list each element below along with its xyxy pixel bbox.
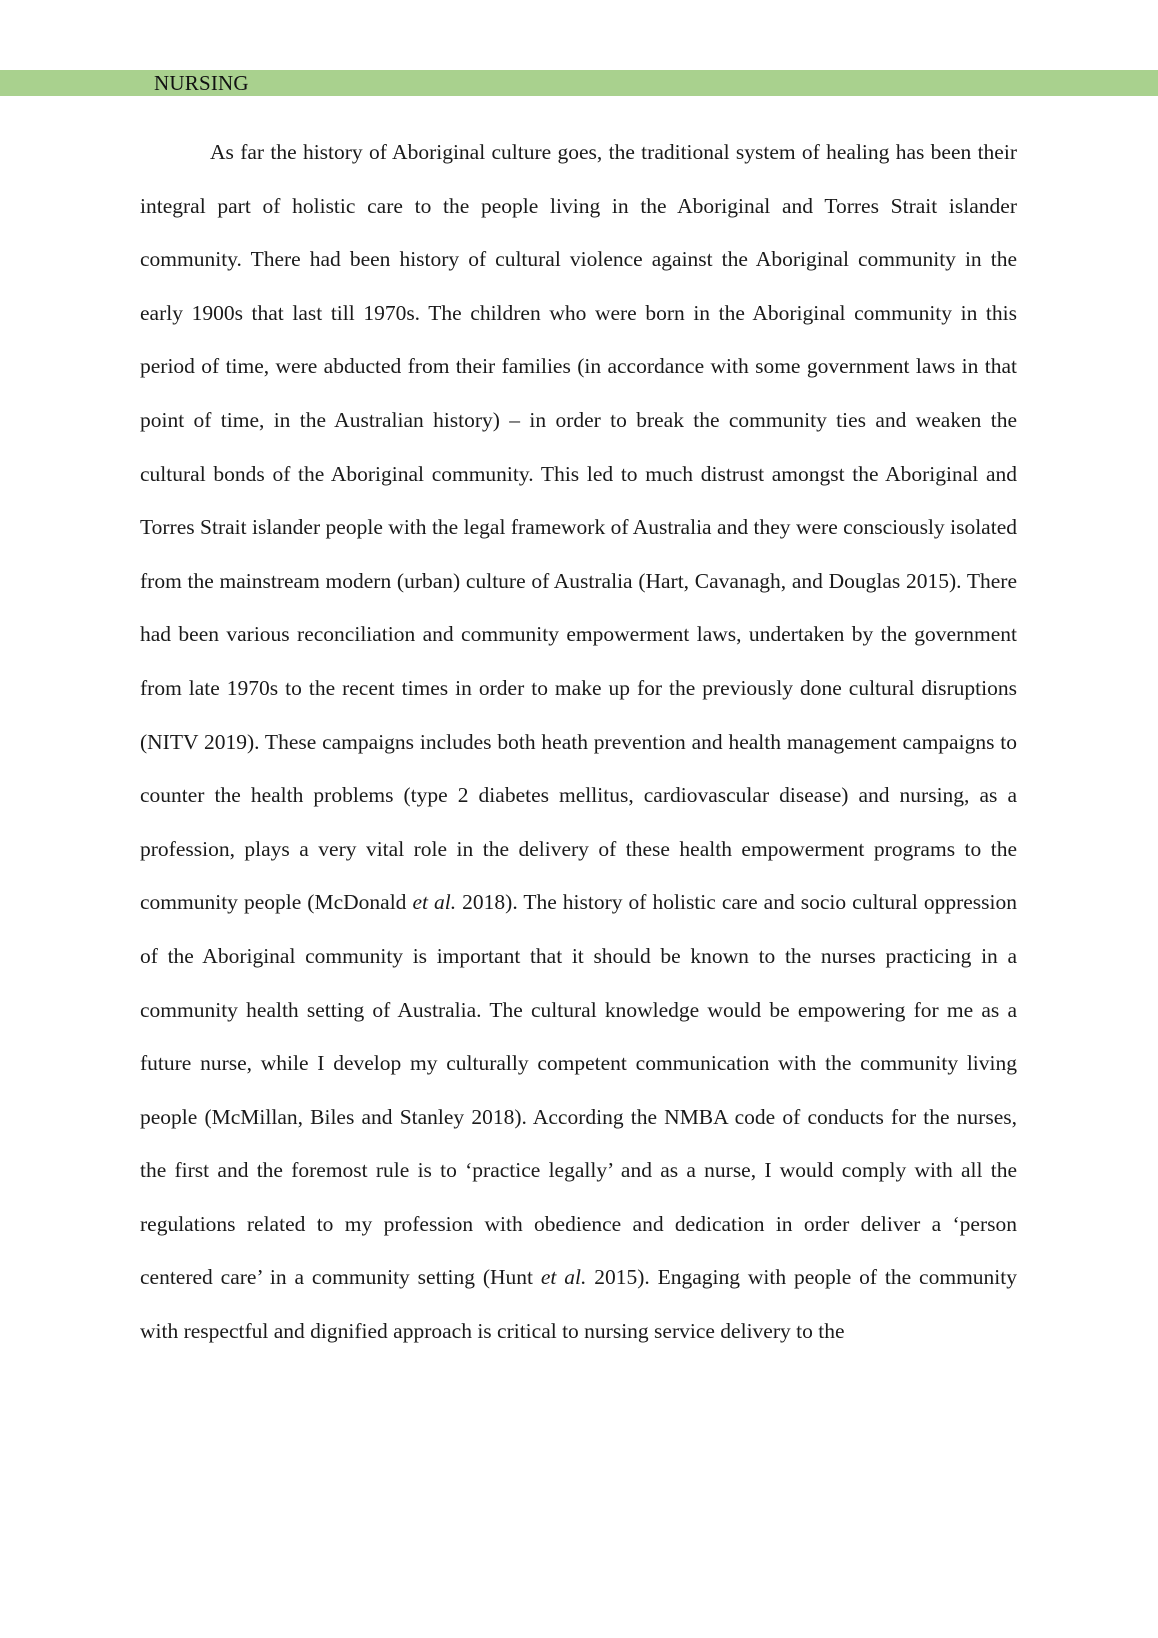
paragraph-text-segment: As far the history of Aboriginal culture goes, the traditional system of healing has been their integral part of holistic care to the people living in the Aboriginal and Torres Strait islander community. There had been history of cultural violence against the Aboriginal community in the early 1900s that last till 1970s. The children who were born in the Aboriginal community in this period of time, were abducted from their families (in accordance with some government laws in that point of time, in the Australian history) – in order to break the community ties and weaken the cultural bonds of the Aboriginal community. This led to much distrust amongst the Aboriginal and Torres Strait islander people with the legal framework of Australia and they were consciously isolated from the mainstream modern (urban) culture of Australia (Hart, Cavanagh, and Douglas 2015). There had been various reconciliation and community empowerment laws, undertaken by the government from late 1970s to the recent times in order to make up for the previously done cultural disruptions (NITV 2019). These campaigns includes both heath prevention and health management campaigns to counter the health problems (type 2 diabetes mellitus, cardiovascular disease) and nursing, as a profession, plays a very vital role in the delivery of these health empowerment programs to the community people (McDonald: [140, 140, 1017, 915]
citation-et-al: et al.: [412, 890, 457, 915]
paragraph-text-segment: 2018). The history of holistic care and socio cultural oppression of the Aboriginal community is important that it should be known to the nurses practicing in a community health setting of Australia. The cultural knowledge would be empowering for me as a future nurse, while I develop my culturally competent communication with the community living people (McMillan, Biles and Stanley 2018). According the NMBA code of conducts for the nurses, the first and the foremost rule is to ‘practice legally’ and as a nurse, I would comply with all the regulations related to my profession with obedience and dedication in order deliver a ‘person centered care’ in a community setting (Hunt: [140, 890, 1018, 1290]
body-paragraph: [140, 126, 1017, 1359]
paragraph-text-segment: 2015). Engaging with people of the community with respectful and dignified approach is critical to nursing service delivery to the: [140, 1265, 1017, 1344]
citation-et-al: et al.: [540, 1265, 587, 1290]
running-header-title: NURSING: [154, 71, 249, 95]
running-header-band: [0, 70, 1158, 96]
